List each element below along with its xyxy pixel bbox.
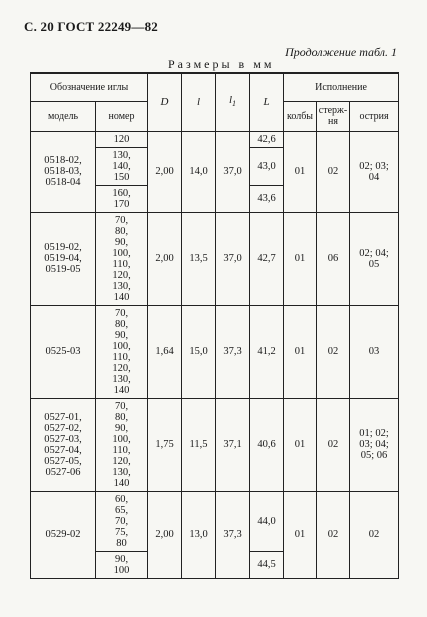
D-cell: 1,75 <box>148 398 182 491</box>
number-cell: 70, 80, 90, 100, 110, 120, 130, 140 <box>96 212 148 305</box>
flask-cell: 01 <box>284 131 317 212</box>
col-l1-main: l <box>228 94 233 107</box>
l-cell: 13,0 <box>182 491 216 578</box>
tip-cell: 02 <box>350 491 399 578</box>
number-cell: 70, 80, 90, 100, 110, 120, 130, 140 <box>96 398 148 491</box>
tip-header: острия <box>350 101 399 131</box>
model-cell: 0518-02, 0518-03, 0518-04 <box>31 131 96 212</box>
table-head <box>31 73 399 131</box>
l-cell: 14,0 <box>182 131 216 212</box>
tip-cell: 01; 02; 03; 04; 05; 06 <box>350 398 399 491</box>
l-cell: 15,0 <box>182 305 216 398</box>
L-cell: 42,6 <box>250 131 284 147</box>
l-cell: 13,5 <box>182 212 216 305</box>
execution-header: Исполнение <box>284 73 399 101</box>
table-row <box>31 131 399 147</box>
l1-cell: 37,0 <box>216 212 250 305</box>
D-cell: 1,64 <box>148 305 182 398</box>
rod-cell: 02 <box>317 491 350 578</box>
l1-cell: 37,3 <box>216 491 250 578</box>
tip-cell: 02; 03; 04 <box>350 131 399 212</box>
rod-cell: 02 <box>317 305 350 398</box>
flask-cell: 01 <box>284 305 317 398</box>
D-cell: 2,00 <box>148 212 182 305</box>
rod-header: стерж- ня <box>317 101 350 131</box>
table-row <box>31 491 399 551</box>
L-cell: 43,6 <box>250 185 284 212</box>
L-cell: 41,2 <box>250 305 284 398</box>
number-cell: 70, 80, 90, 100, 110, 120, 130, 140 <box>96 305 148 398</box>
table-row <box>31 212 399 305</box>
L-cell: 44,0 <box>250 491 284 551</box>
dimensions-caption: Размеры в мм <box>168 57 275 71</box>
col-L-header: L <box>250 73 284 131</box>
col-l-header: l <box>182 73 216 131</box>
model-cell: 0525-03 <box>31 305 96 398</box>
number-cell: 120 <box>96 131 148 147</box>
l1-cell: 37,0 <box>216 131 250 212</box>
model-cell: 0519-02, 0519-04, 0519-05 <box>31 212 96 305</box>
number-cell: 130, 140, 150 <box>96 147 148 185</box>
rod-cell: 02 <box>317 398 350 491</box>
number-cell: 160, 170 <box>96 185 148 212</box>
L-cell: 40,6 <box>250 398 284 491</box>
table-row <box>31 305 399 398</box>
col-D-header: D <box>148 73 182 131</box>
col-l1-subscript: 1 <box>232 99 237 109</box>
number-cell: 90, 100 <box>96 551 148 578</box>
l-cell: 11,5 <box>182 398 216 491</box>
D-cell: 2,00 <box>148 491 182 578</box>
flask-cell: 01 <box>284 212 317 305</box>
L-cell: 44,5 <box>250 551 284 578</box>
model-cell: 0527-01, 0527-02, 0527-03, 0527-04, 0527-05, 0527-06 <box>31 398 96 491</box>
flask-cell: 01 <box>284 398 317 491</box>
table-body <box>31 131 399 578</box>
flask-cell: 01 <box>284 491 317 578</box>
table-row <box>31 398 399 491</box>
L-cell: 42,7 <box>250 212 284 305</box>
L-cell: 43,0 <box>250 147 284 185</box>
model-cell: 0529-02 <box>31 491 96 578</box>
model-header: модель <box>31 101 96 131</box>
needles-table <box>30 72 399 579</box>
needle-designation-header: Обозначение иглы <box>31 73 148 101</box>
tip-cell: 02; 04; 05 <box>350 212 399 305</box>
flask-header: колбы <box>284 101 317 131</box>
l1-cell: 37,1 <box>216 398 250 491</box>
continuation-note: Продолжение табл. 1 <box>285 45 397 59</box>
rod-cell: 02 <box>317 131 350 212</box>
tip-cell: 03 <box>350 305 399 398</box>
col-l1-header <box>216 73 250 131</box>
number-cell: 60, 65, 70, 75, 80 <box>96 491 148 551</box>
l1-cell: 37,3 <box>216 305 250 398</box>
rod-cell: 06 <box>317 212 350 305</box>
number-header: номер <box>96 101 148 131</box>
page-header: С. 20 ГОСТ 22249—82 <box>24 19 158 34</box>
D-cell: 2,00 <box>148 131 182 212</box>
